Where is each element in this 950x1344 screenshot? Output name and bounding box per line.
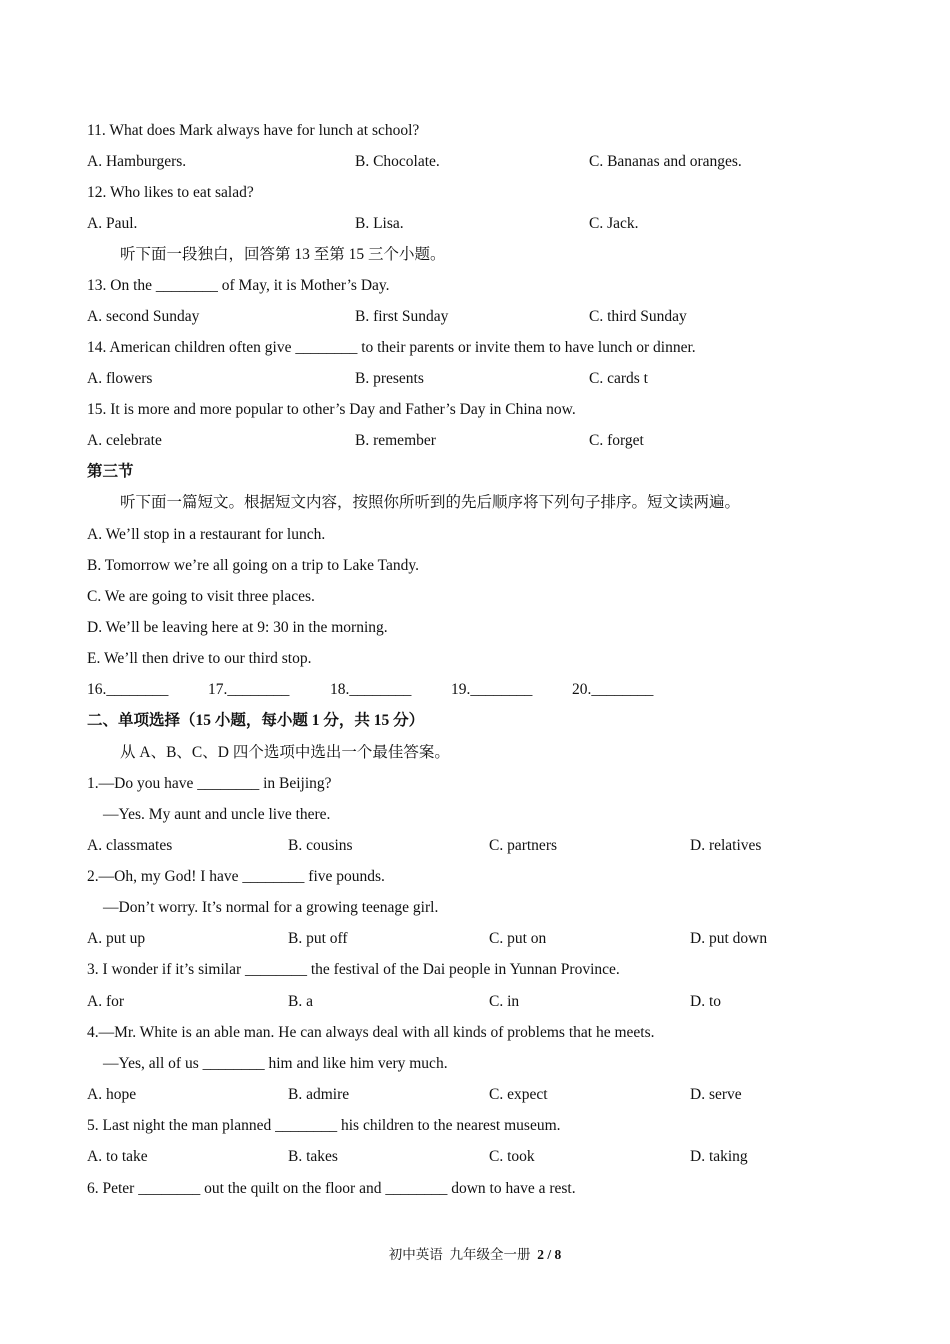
page-footer	[0, 1245, 950, 1265]
blank-18: 18.________	[330, 681, 412, 698]
mc-5-option-c: C. took	[489, 1148, 535, 1165]
blank-19: 19.________	[451, 681, 533, 698]
option-15-b: B. remember	[355, 432, 436, 449]
mc-5-option-b: B. takes	[288, 1148, 338, 1165]
mc-2-question: 2.—Oh, my God! I have ________ five pounds.	[87, 868, 385, 885]
mc-3-question: 3. I wonder if it’s similar ________ the festival of the Dai people in Yunnan Province.	[87, 961, 620, 978]
blank-16: 16.________	[87, 681, 169, 698]
mc-2-reply: —Don’t worry. It’s normal for a growing teenage girl.	[103, 899, 439, 916]
option-14-c: C. cards t	[589, 370, 648, 387]
page-number: 2 / 8	[537, 1247, 562, 1262]
mc-1-option-c: C. partners	[489, 837, 558, 854]
option-15-c: C. forget	[589, 432, 644, 449]
mc-5-question: 5. Last night the man planned ________ his children to the nearest museum.	[87, 1117, 561, 1134]
question-13: 13. On the ________ of May, it is Mother’s Day.	[87, 277, 390, 294]
mc-5-option-d: D. taking	[690, 1148, 748, 1165]
option-14-a: A. flowers	[87, 370, 153, 387]
blank-20: 20.________	[572, 681, 654, 698]
instruction-13-15: 听下面一段独白，回答第 13 至第 15 三个小题。	[120, 246, 446, 263]
footer-text: 初中英语 九年级全一册	[388, 1247, 538, 1262]
question-15: 15. It is more and more popular to other’s Day and Father’s Day in China now.	[87, 401, 576, 418]
question-14: 14. American children often give ________ to their parents or invite them to have lunch or dinner.	[87, 339, 696, 356]
mc-4-option-a: A. hope	[87, 1086, 137, 1103]
mc-5-option-a: A. to take	[87, 1148, 148, 1165]
mc-4-option-b: B. admire	[288, 1086, 350, 1103]
mc-2-option-a: A. put up	[87, 930, 146, 947]
question-11: 11. What does Mark always have for lunch at school?	[87, 122, 420, 139]
sentence-c: C. We are going to visit three places.	[87, 588, 315, 605]
mc-3-option-b: B. a	[288, 993, 313, 1010]
option-13-a: A. second Sunday	[87, 308, 200, 325]
mc-1-question: 1.—Do you have ________ in Beijing?	[87, 775, 332, 792]
question-12: 12. Who likes to eat salad?	[87, 184, 254, 201]
mc-2-option-c: C. put on	[489, 930, 547, 947]
mc-1-option-d: D. relatives	[690, 837, 762, 854]
mc-3-option-a: A. for	[87, 993, 125, 1010]
part2-instruction: 从 A、B、C、D 四个选项中选出一个最佳答案。	[120, 744, 450, 761]
option-13-b: B. first Sunday	[355, 308, 449, 325]
part2-title: 二、单项选择（15 小题，每小题 1 分，共 15 分）	[87, 712, 425, 729]
sentence-e: E. We’ll then drive to our third stop.	[87, 650, 312, 667]
option-14-b: B. presents	[355, 370, 424, 387]
sentence-b: B. Tomorrow we’re all going on a trip to Lake Tandy.	[87, 557, 420, 574]
mc-1-option-a: A. classmates	[87, 837, 173, 854]
mc-4-option-c: C. expect	[489, 1086, 548, 1103]
sentence-d: D. We’ll be leaving here at 9: 30 in the morning.	[87, 619, 388, 636]
sentence-a: A. We’ll stop in a restaurant for lunch.	[87, 526, 326, 543]
mc-4-reply: —Yes, all of us ________ him and like him very much.	[103, 1055, 448, 1072]
option-12-c: C. Jack.	[589, 215, 639, 232]
option-15-a: A. celebrate	[87, 432, 162, 449]
option-13-c: C. third Sunday	[589, 308, 687, 325]
option-12-a: A. Paul.	[87, 215, 138, 232]
mc-1-reply: —Yes. My aunt and uncle live there.	[103, 806, 331, 823]
mc-6-question: 6. Peter ________ out the quilt on the floor and ________ down to have a rest.	[87, 1180, 576, 1197]
option-11-a: A. Hamburgers.	[87, 153, 187, 170]
option-11-b: B. Chocolate.	[355, 153, 440, 170]
mc-4-option-d: D. serve	[690, 1086, 742, 1103]
section3-instruction: 听下面一篇短文。根据短文内容，按照你所听到的先后顺序将下列句子排序。短文读两遍。	[120, 494, 741, 511]
mc-1-option-b: B. cousins	[288, 837, 353, 854]
option-12-b: B. Lisa.	[355, 215, 404, 232]
blank-17: 17.________	[208, 681, 290, 698]
mc-2-option-b: B. put off	[288, 930, 348, 947]
mc-3-option-c: C. in	[489, 993, 520, 1010]
mc-4-question: 4.—Mr. White is an able man. He can always deal with all kinds of problems that he meets.	[87, 1024, 655, 1041]
mc-2-option-d: D. put down	[690, 930, 768, 947]
mc-3-option-d: D. to	[690, 993, 721, 1010]
option-11-c: C. Bananas and oranges.	[589, 153, 742, 170]
section3-title: 第三节	[87, 463, 134, 480]
